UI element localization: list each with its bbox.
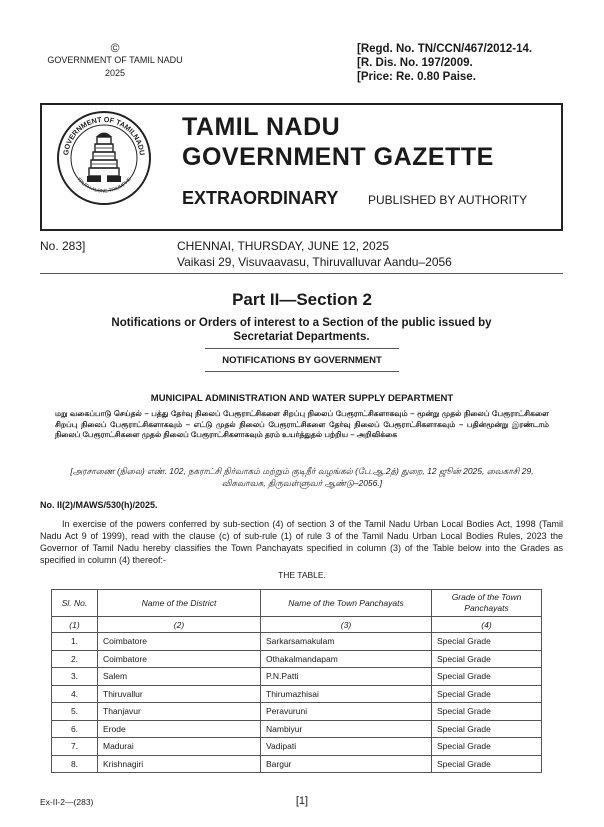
table-row — [52, 720, 542, 738]
issue-number: No. 283] — [40, 239, 86, 253]
seal-bottom-text: TRUTH ALONE TRIUMPHS — [75, 176, 133, 195]
copyright-symbol: © — [110, 41, 120, 55]
serial-number: 6. — [52, 720, 98, 738]
column-number: (2) — [98, 617, 261, 633]
divider — [205, 348, 399, 349]
grade: Special Grade — [432, 738, 542, 756]
footer-code: Ex-II-2—(283) — [40, 797, 94, 807]
town-panchayat-name: Sarkarsamakulam — [261, 633, 432, 651]
district-name: Coimbatore — [98, 633, 261, 651]
district-name: Salem — [98, 668, 261, 686]
department-name: MUNICIPAL ADMINISTRATION AND WATER SUPPLY DEPARTMENT — [150, 393, 454, 404]
district-name: Coimbatore — [98, 650, 261, 668]
publisher-block — [30, 42, 200, 80]
serial-number: 1. — [52, 633, 98, 651]
serial-number: 5. — [52, 703, 98, 721]
order-number: No. II(2)/MAWS/530(h)/2025. — [40, 500, 158, 510]
table-title: THE TABLE. — [278, 570, 326, 580]
town-panchayat-name: Nambiyur — [261, 720, 432, 738]
table-row — [52, 650, 542, 668]
town-panchayat-name: P.N.Patti — [261, 668, 432, 686]
column-number: (4) — [432, 617, 542, 633]
notifications-by-government: NOTIFICATIONS BY GOVERNMENT — [222, 355, 382, 366]
column-header: Sl. No. — [52, 590, 98, 617]
divider — [40, 273, 563, 274]
town-panchayat-name: Othakalmandapam — [261, 650, 432, 668]
district-name: Erode — [98, 720, 261, 738]
classification-table — [51, 589, 542, 773]
town-panchayat-name: Bargur — [261, 755, 432, 773]
grade: Special Grade — [432, 703, 542, 721]
divider — [205, 371, 399, 372]
registration-block — [357, 42, 532, 84]
published-by-authority: PUBLISHED BY AUTHORITY — [368, 193, 528, 207]
grade: Special Grade — [432, 668, 542, 686]
column-header: Grade of the Town Panchayats — [432, 590, 542, 617]
regd-line: [R. Dis. No. 197/2009. — [357, 57, 473, 69]
table-row — [52, 685, 542, 703]
column-header: Name of the District — [98, 590, 261, 617]
part-description: Notifications or Orders of interest to a Section of the public issued by Secretariat Departments. — [111, 317, 492, 343]
serial-number: 4. — [52, 685, 98, 703]
table-row — [52, 668, 542, 686]
gazette-title-line2: GOVERNMENT GAZETTE — [182, 143, 494, 171]
town-panchayat-name: Thirumazhisai — [261, 685, 432, 703]
grade: Special Grade — [432, 685, 542, 703]
table-row — [52, 703, 542, 721]
grade: Special Grade — [432, 720, 542, 738]
table-row — [52, 738, 542, 756]
town-panchayat-name: Peravuruni — [261, 703, 432, 721]
issue-date: CHENNAI, THURSDAY, JUNE 12, 2025 — [177, 239, 390, 253]
state-emblem-seal — [56, 110, 152, 206]
tamil-order-reference: [அரசாணை (நிலை) எண். 102, நகராட்சி நிர்வாகம் மற்றும் குடிநீர் வழங்கல் (பே.ஆ.2த்) துறை, 12 ஜூன் 2025, வைகாசி 29, விசுவாவசு, திருவள்ளுவர் ஆண்டு–2056.] — [70, 466, 534, 488]
publication-year: 2025 — [104, 68, 126, 78]
tamil-summary: மறு வகைப்பாடு செய்தல் – பத்து தேர்வு நிலைப் பேரூராட்சிகளை சிறப்பு நிலைப் பேரூராட்சிகளாகவும் – மூன்று முதல் நிலைப் பேரூராட்சிகளை சிறப்பு நிலைப் பேரூராட்சிகளாகவும் – எட்டு முதல் நிலைப் பேரூராட்சிகளை தேர்வு நிலைப் பேரூராட்சிகளாகவும் – பதின்மூன்று இரண்டாம் நிலைப் பேரூராட்சிகளை முதல் நிலைப் பேரூராட்சிகளாகவும் தரம் உயர்த்துதல் பற்றிய – அறிவிக்கை — [55, 409, 549, 439]
regd-line: [Regd. No. TN/CCN/467/2012-14. — [357, 43, 533, 55]
serial-number: 2. — [52, 650, 98, 668]
publisher-name: GOVERNMENT OF TAMIL NADU — [47, 55, 183, 65]
table-header-row — [52, 590, 542, 617]
regd-line: [Price: Re. 0.80 Paise. — [357, 71, 476, 83]
order-paragraph: In exercise of the powers conferred by sub-section (4) of section 3 of the Tamil Nadu Urban Local Bodies Act, 1998 (Tamil Nadu Act 9 of 1999), read with the clause (c) of sub-rule (1) of rule 3 of the Tamil Nadu Urban Local Bodies Rules, 2023 the Governor of Tamil Nadu hereby classifies the Town Panchayats specified in column (3) of the Table below into the Grades as specified in column (4) thereof:- — [40, 519, 563, 565]
issue-tamil-date: Vaikasi 29, Visuvaavasu, Thiruvalluvar Aandu–2056 — [177, 255, 452, 269]
district-name: Thiruvallur — [98, 685, 261, 703]
district-name: Thanjavur — [98, 703, 261, 721]
column-number: (1) — [52, 617, 98, 633]
seal-top-text: GOVERNMENT OF TAMILNADU — [61, 114, 147, 156]
serial-number: 7. — [52, 738, 98, 756]
district-name: Madurai — [98, 738, 261, 756]
grade: Special Grade — [432, 755, 542, 773]
column-number: (3) — [261, 617, 432, 633]
town-panchayat-name: Vadipati — [261, 738, 432, 756]
column-number-row — [52, 617, 542, 633]
grade: Special Grade — [432, 650, 542, 668]
temple-gopuram-icon — [87, 133, 121, 183]
grade: Special Grade — [432, 633, 542, 651]
district-name: Krishnagiri — [98, 755, 261, 773]
page-number: [1] — [295, 795, 309, 807]
table-row — [52, 755, 542, 773]
serial-number: 8. — [52, 755, 98, 773]
extraordinary-label: EXTRAORDINARY — [182, 188, 339, 208]
table-row — [52, 633, 542, 651]
gazette-title-line1: TAMIL NADU — [182, 113, 341, 141]
part-title: Part II—Section 2 — [232, 290, 372, 309]
column-header: Name of the Town Panchayats — [261, 590, 432, 617]
serial-number: 3. — [52, 668, 98, 686]
